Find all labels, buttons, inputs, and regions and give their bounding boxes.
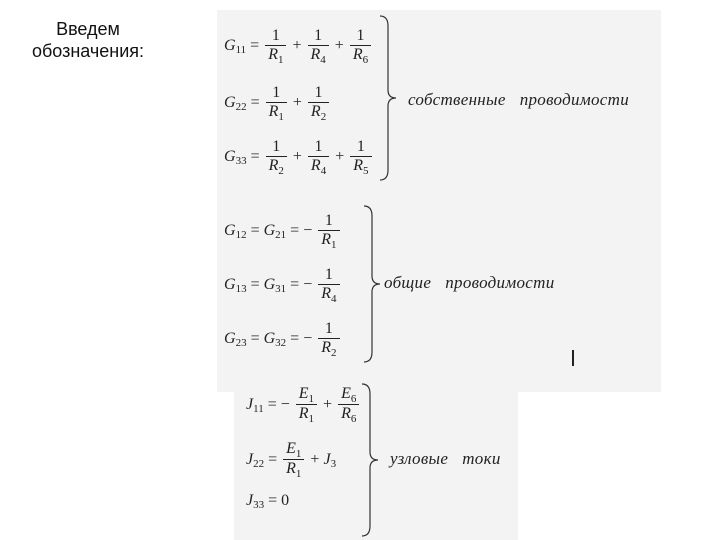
nodal-currents-label: узловые токи (390, 449, 501, 468)
fraction: $\frac{1}{R_4}$ (308, 138, 329, 176)
text-cursor (572, 350, 574, 366)
fraction: $\frac{E_6}{R_6}$ (338, 385, 359, 424)
fraction: $\frac{1}{R_2}$ (308, 84, 329, 122)
fraction: $\frac{1}{R_1}$ (266, 84, 287, 122)
equation-j33: J 33 = 0 (246, 492, 290, 511)
heading (18, 18, 158, 62)
mutual-conductance-label: общие проводимости (384, 273, 555, 292)
brace-self (378, 14, 400, 182)
self-conductance-label: собственные проводимости (408, 90, 630, 109)
fraction: $\frac{1}{R_2}$ (266, 138, 287, 176)
brace-currents (360, 382, 382, 538)
brace-mutual (362, 204, 384, 364)
fraction: $\frac{1}{R_6}$ (350, 27, 371, 65)
fraction: $\frac{E_1}{R_1}$ (283, 440, 304, 479)
equation-g12: G 12 = G 21 = − $\frac{1}{R_1}$ (224, 212, 342, 250)
fraction: $\frac{1}{R_1}$ (265, 27, 286, 65)
equation-g11: G 11 = $\frac{1}{R_1}$ + $\frac{1}{R_4}$ + $\frac{1}{R_6}$ (224, 27, 373, 65)
equation-g22: G 22 = $\frac{1}{R_1}$ + $\frac{1}{R_2}$ (224, 84, 331, 122)
fraction: $\frac{1}{R_4}$ (308, 27, 329, 65)
fraction: $\frac{1}{R_2}$ (318, 320, 339, 358)
equation-g33: G 33 = $\frac{1}{R_2}$ + $\frac{1}{R_4}$ + $\frac{1}{R_5}$ (224, 138, 374, 176)
fraction: $\frac{1}{R_5}$ (350, 138, 371, 176)
heading-line-1: Введем (56, 19, 120, 39)
fraction: $\frac{1}{R_1}$ (318, 212, 339, 250)
equation-g23: G 23 = G 32 = − $\frac{1}{R_2}$ (224, 320, 342, 358)
fraction: $\frac{E_1}{R_1}$ (296, 385, 317, 424)
equation-j22: J 22 = $\frac{E_1}{R_1}$ + J 3 (246, 440, 337, 480)
heading-line-2: обозначения: (31, 41, 145, 61)
equation-j11: J 11 = − $\frac{E_1}{R_1}$ + $\frac{E_6}{R_6}$ (246, 385, 361, 424)
equation-g13: G 13 = G 31 = − $\frac{1}{R_4}$ (224, 266, 342, 304)
fraction: $\frac{1}{R_4}$ (318, 266, 339, 304)
